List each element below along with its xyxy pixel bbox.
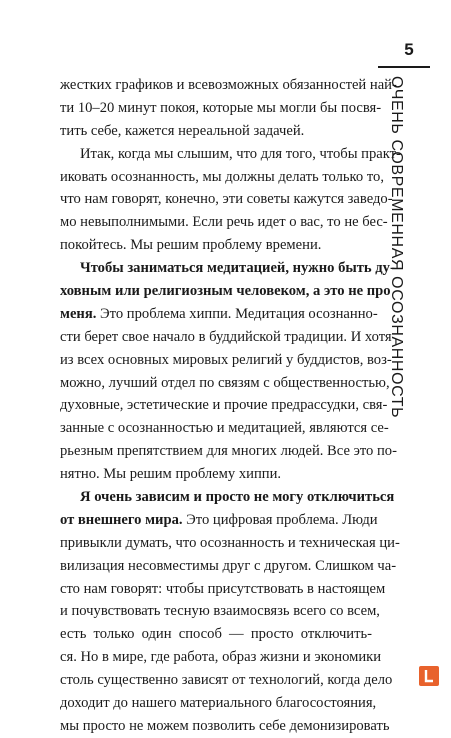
text-run: нятно. Мы решим проблему хиппи.	[60, 466, 282, 483]
header-rule	[378, 66, 430, 68]
text-line	[60, 600, 380, 623]
text-run: что нам говорят, конечно, эти советы кажутся заведо-	[60, 191, 393, 208]
text-line	[60, 715, 390, 738]
text-line	[60, 326, 392, 349]
text-line	[60, 578, 386, 601]
text-run: Это проблема хиппи. Медитация осознанно-	[96, 305, 378, 322]
text-line	[60, 349, 392, 372]
text-run: тить себе, кажется нереальной задачей.	[60, 122, 305, 139]
text-line	[60, 646, 382, 669]
text-line	[60, 143, 401, 166]
text-run: Это цифровая проблема. Люди	[182, 511, 378, 528]
text-run: есть только один способ — просто отключить-	[60, 626, 372, 643]
text-run: жестких графиков и всевозможных обязанностей най-	[60, 77, 397, 93]
text-run: занные с осознанностью и медитацией, являются се-	[60, 420, 389, 437]
text-run: мо невыполнимыми. Если речь идет о вас, то не бес-	[60, 214, 388, 231]
text-run: сто нам говорят: чтобы присутствовать в настоящем	[60, 580, 386, 597]
text-line	[60, 97, 382, 120]
text-run: столь существенно зависят от технологий, когда дело	[60, 672, 393, 689]
text-line	[60, 692, 377, 715]
text-run: Итак, когда мы слышим, что для того, чтобы практ-	[80, 145, 401, 162]
text-line	[60, 74, 397, 97]
text-run: иковать осознанность, мы должны делать только то,	[60, 168, 384, 185]
text-line	[60, 394, 388, 417]
text-run: привыкли думать, что осознанность и техническая ци-	[60, 534, 400, 551]
bold-text-run: ховным или религиозным человеком, а это не про	[60, 283, 391, 300]
text-line	[60, 280, 391, 303]
text-run: вилизация несовместимы друг с другом. Слишком ча-	[60, 557, 397, 574]
text-line	[60, 486, 395, 509]
text-run: и почувствовать тесную взаимосвязь всего со всем,	[60, 603, 380, 620]
text-line	[60, 555, 397, 578]
text-line	[60, 188, 393, 211]
page-number: 5	[404, 40, 414, 59]
text-line	[60, 211, 388, 234]
text-run: ти 10–20 минут покоя, которые мы могли бы посвя-	[60, 99, 382, 116]
text-run: покойтесь. Мы решим проблему времени.	[60, 237, 322, 254]
running-head-text: ОЧЕНЬ СОВРЕМЕННАЯ ОСОЗНАННОСТЬ	[388, 76, 405, 419]
bold-text-run: Чтобы заниматься медитацией, нужно быть ду-	[80, 260, 395, 277]
text-run: доходит до нашего материального благосостояния,	[60, 695, 377, 712]
bold-text-run: меня.	[60, 305, 97, 322]
text-run: мы просто не можем позволить себе демонизировать	[60, 717, 390, 734]
publisher-logo-icon	[419, 666, 439, 686]
text-line	[60, 303, 378, 326]
text-line	[60, 509, 378, 532]
text-line	[60, 234, 372, 257]
text-line	[60, 166, 384, 189]
text-run: можно, лучший отдел по связям с общественностью,	[60, 374, 390, 391]
text-run: духовные, эстетические и прочие предрассудки, свя-	[60, 397, 388, 414]
text-run: из всех основных мировых религий у буддистов, воз-	[60, 351, 392, 368]
text-run: ся. Но в мире, где работа, образ жизни и экономики	[60, 649, 382, 666]
text-run: рьезным препятствием для многих людей. Все это по-	[60, 443, 397, 460]
text-line	[60, 532, 400, 555]
text-line	[60, 120, 372, 143]
text-line	[60, 463, 372, 486]
text-run: сти берет свое начало в буддийской традиции. И хотя	[60, 328, 392, 345]
text-line	[60, 623, 372, 646]
running-head	[388, 76, 417, 419]
text-line	[60, 417, 389, 440]
text-line	[60, 372, 390, 395]
text-line	[60, 440, 397, 463]
text-line	[60, 257, 395, 280]
bold-text-run: от внешнего мира.	[60, 511, 183, 528]
bold-text-run: Я очень зависим и просто не могу отключиться	[80, 489, 395, 506]
text-line	[60, 669, 393, 692]
